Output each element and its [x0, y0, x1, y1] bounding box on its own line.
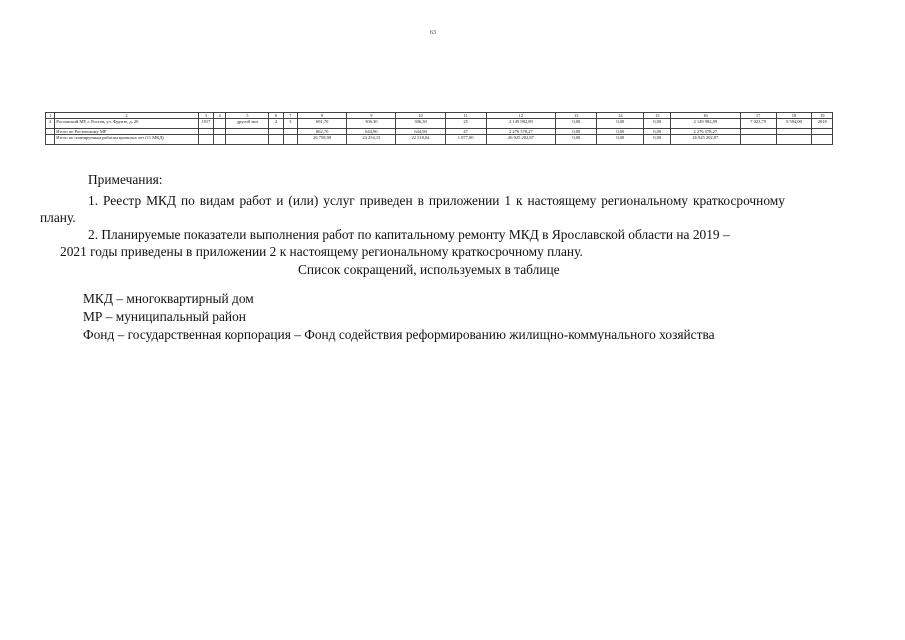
table-cell	[269, 135, 283, 145]
page-number: 63	[430, 30, 436, 36]
note-2-line-2: 2021 годы приведены в приложении 2 к настоящему региональному краткосрочному плану.	[60, 244, 583, 259]
table-cell: 26 925 202,87	[671, 135, 741, 145]
header-cell: 12	[486, 113, 556, 119]
header-cell: 16	[671, 113, 741, 119]
header-cell: 11	[445, 113, 486, 119]
table-cell: 26 758,90	[298, 135, 347, 145]
table-cell: 0,00	[644, 135, 671, 145]
table-cell: 2 276 578,27	[486, 129, 556, 135]
table-cell	[46, 135, 55, 145]
header-cell: 19	[812, 113, 833, 119]
table-cell	[214, 119, 226, 129]
abbreviations-title: Список сокращений, используемых в таблице	[298, 262, 560, 277]
header-cell: 18	[776, 113, 812, 119]
table-cell	[776, 135, 812, 145]
header-cell: 7	[283, 113, 297, 119]
table-cell: 0,00	[556, 119, 597, 129]
header-cell: 13	[556, 113, 597, 119]
note-1-line-2: плану.	[40, 210, 76, 225]
header-cell: 10	[396, 113, 445, 119]
notes-title: Примечания:	[88, 172, 163, 187]
table-cell: 2018	[812, 119, 833, 129]
table-cell: 2	[269, 119, 283, 129]
table-cell	[740, 135, 776, 145]
table-cell: 644,90	[396, 129, 445, 135]
table-cell	[283, 135, 297, 145]
abbreviations-list	[83, 290, 715, 344]
table-cell: 22 318,04	[396, 135, 445, 145]
table-cell: 3	[283, 119, 297, 129]
table-cell: 0,00	[597, 135, 644, 145]
table-cell: 2	[46, 119, 55, 129]
table-cell: 2 276 578,27	[671, 129, 741, 135]
table-cell: 25	[445, 119, 486, 129]
table-cell: Итого по планируемым работам прошлых лет (11 МКД)	[55, 135, 198, 145]
table-cell: 0,00	[556, 135, 597, 145]
table-cell	[198, 135, 213, 145]
header-cell: 6	[269, 113, 283, 119]
header-cell: 5	[226, 113, 269, 119]
table-cell: 0,00	[644, 119, 671, 129]
header-cell: 4	[214, 113, 226, 119]
table-cell: Ростовский МР, г. Ростов, ул. Фрунзе, д. 20	[55, 119, 198, 129]
table-cell: 24 254,15	[347, 135, 396, 145]
table-cell: 7 023,79	[740, 119, 776, 129]
header-cell: 14	[597, 113, 644, 119]
table-cell	[226, 135, 269, 145]
header-cell: 17	[740, 113, 776, 119]
table-cell: 306,30	[396, 119, 445, 129]
abbreviation-item: Фонд – государственная корпорация – Фонд содействия реформированию жилищно-коммунального хозяйства	[83, 327, 715, 342]
table-cell: 47	[445, 129, 486, 135]
table-cell: 1 077,00	[445, 135, 486, 145]
note-1-line-1: 1. Реестр МКД по видам работ и (или) услуг приведен в приложении 1 к настоящему региональному краткосрочному	[88, 193, 785, 208]
table-cell	[214, 135, 226, 145]
table-cell: 691,70	[298, 119, 347, 129]
table-row	[46, 119, 833, 129]
header-cell: 15	[644, 113, 671, 119]
note-2-line-1: 2. Планируемые показатели выполнения работ по капитальному ремонту МКД в Ярославской области на 2019 –	[88, 227, 730, 242]
table-cell: 2 149 982,89	[486, 119, 556, 129]
table-row	[46, 135, 833, 145]
table-cell: 644,90	[347, 129, 396, 135]
header-cell: 8	[298, 113, 347, 119]
abbreviation-item: МКД – многоквартирный дом	[83, 291, 254, 306]
header-cell: 9	[347, 113, 396, 119]
header-cell: 3	[198, 113, 213, 119]
table-cell: 1917	[198, 119, 213, 129]
table-cell: Итого по Ростовскому МР	[55, 129, 198, 135]
registry-table	[45, 112, 833, 145]
table-cell: 0,00	[597, 129, 644, 135]
table-cell: 2 149 982,89	[671, 119, 741, 129]
table-cell: 0,00	[597, 119, 644, 129]
table-cell: другой тип	[226, 119, 269, 129]
header-cell: 1	[46, 113, 55, 119]
table-cell: 862,70	[298, 129, 347, 135]
table-cell: 0,00	[644, 129, 671, 135]
table-cell: 26 925 202,87	[486, 135, 556, 145]
header-cell: 2	[55, 113, 198, 119]
table-cell: 306,30	[347, 119, 396, 129]
table-cell	[812, 135, 833, 145]
abbreviation-item: МР – муниципальный район	[83, 309, 246, 324]
table-cell: 0,00	[556, 129, 597, 135]
table-cell: 9 594,00	[776, 119, 812, 129]
